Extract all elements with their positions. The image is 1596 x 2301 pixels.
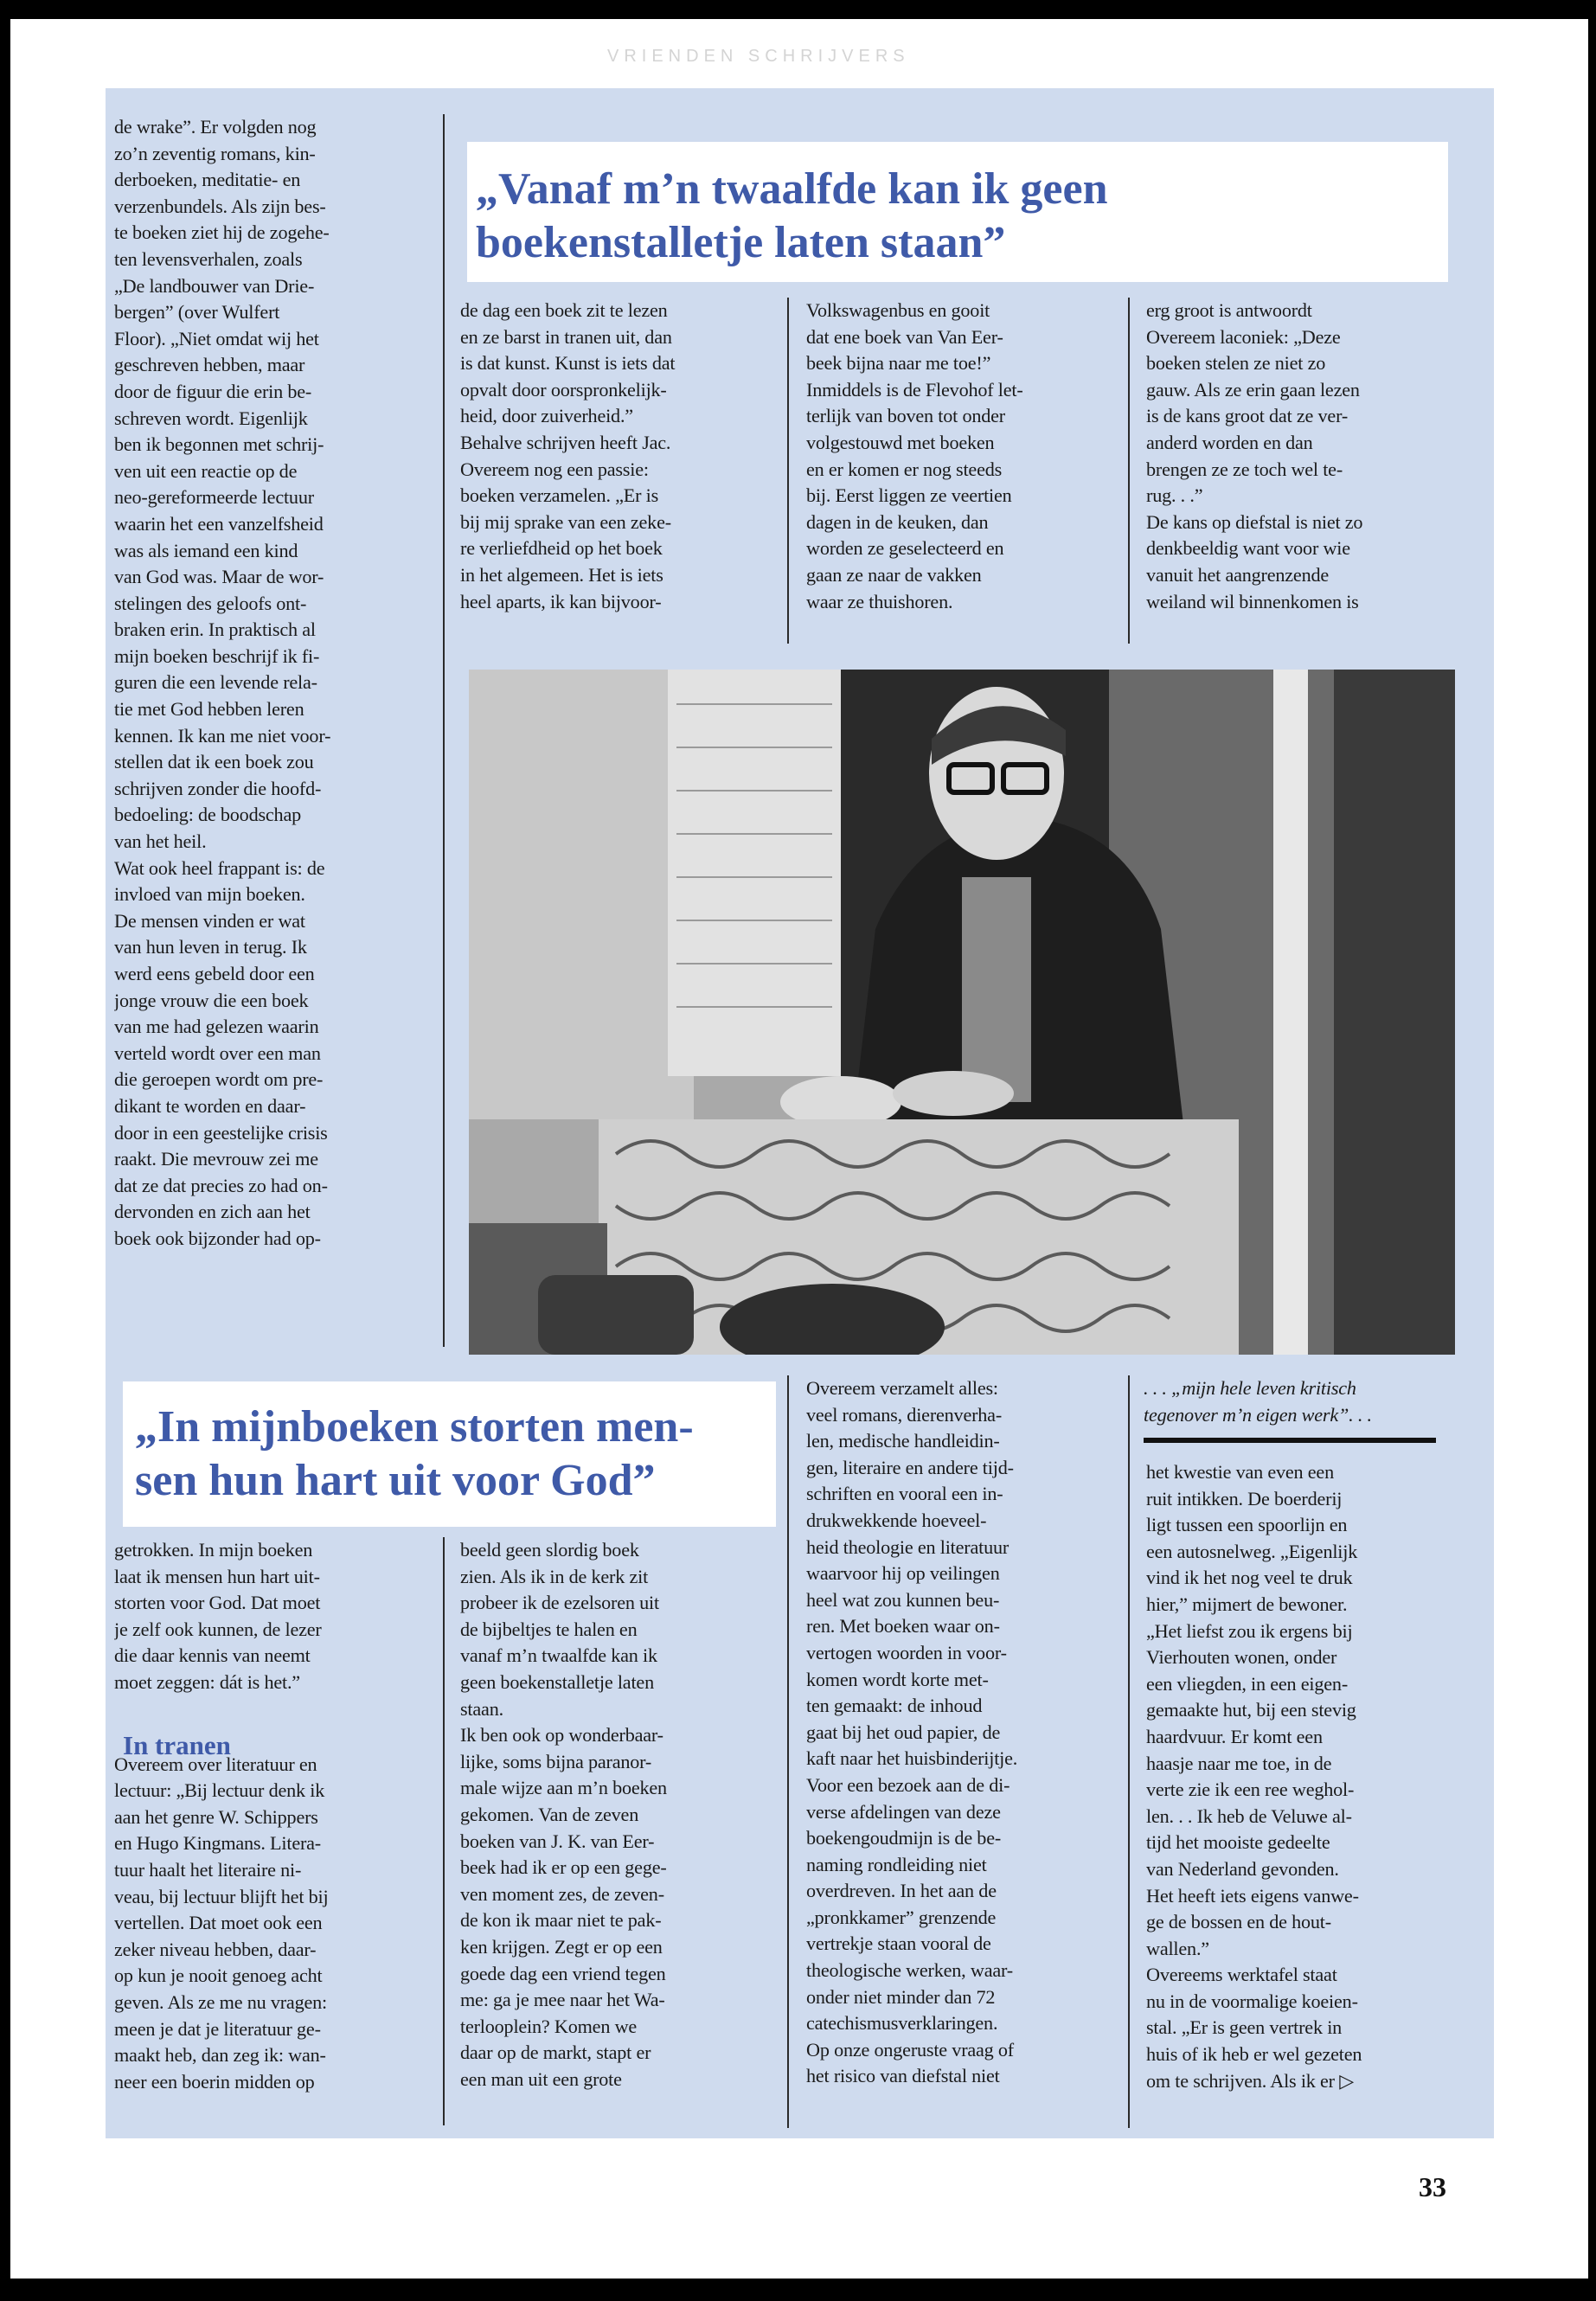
text-line: beek bijna naar me toe!” [806,352,991,375]
photo-illustration [469,670,1455,1355]
author-photo [469,670,1455,1355]
side-quote [1144,1375,1507,1436]
text-line: getrokken. In mijn boeken [114,1539,313,1561]
text-line: die geroepen wordt om pre- [114,1068,324,1091]
text-line: gekomen. Van de zeven [460,1803,639,1825]
text-line: kaft naar het huisbinderijtje. [806,1747,1018,1770]
text-line: tijd het mooiste gedeelte [1146,1831,1330,1854]
column-1-bottom [114,1537,421,2134]
text-line: goede dag een vriend tegen [460,1962,666,1984]
text-line: jonge vrouw die een boek [114,989,309,1011]
text-line: verse afdelingen van deze [806,1800,1001,1823]
text-line: hier,” mijmert de bewoner. [1146,1593,1348,1615]
text-line: wallen.” [1146,1937,1209,1959]
text-line: een man uit een grote [460,2067,622,2090]
text-line: heel wat zou kunnen beu- [806,1588,1000,1611]
text-line: verzenbundels. Als zijn bes- [114,195,326,217]
text-line: vanaf m’n twaalfde kan ik [460,1644,657,1667]
text-line: van hun leven in terug. Ik [114,936,307,958]
text-line: lectuur: „Bij lectuur denk ik [114,1779,325,1802]
text-line: heel aparts, ik kan bijvoor- [460,590,662,612]
text-line: geven. Als ze me nu vragen: [114,1990,327,2013]
text-line: bij. Eerst liggen ze veertien [806,484,1012,507]
text-line: gaan ze naar de vakken [806,563,982,586]
text-line: dagen in de keuken, dan [806,510,989,533]
text-line: ruit intikken. De boerderij [1146,1487,1343,1509]
text-line: gauw. Als ze erin gaan lezen [1146,378,1360,401]
text-line: ken krijgen. Zegt er op een [460,1935,663,1958]
side-quote-line: . . . „mijn hele leven kritisch [1144,1377,1356,1399]
text-line: terlijk van boven tot onder [806,405,1005,427]
pull-quote-middle [123,1381,776,1527]
text-line: braken erin. In praktisch al [114,619,316,641]
text-line: aan het genre W. Schippers [114,1805,318,1828]
text-line: anderd worden en dan [1146,431,1313,453]
text-line: komen wordt korte met- [806,1668,989,1690]
text-line: en Hugo Kingmans. Litera- [114,1832,321,1855]
text-line: tie met God hebben leren [114,698,304,721]
text-line: Ik ben ook op wonderbaar- [460,1724,663,1747]
text-line: stal. „Er is geen vertrek in [1146,2016,1343,2039]
column-3-bottom [806,1375,1113,2137]
text-line: nu in de voormalige koeien- [1146,1990,1358,2012]
text-line: geen boekenstalletje laten [460,1670,654,1693]
pull-quote-line: sen hun hart uit voor God” [135,1456,656,1505]
text-line: zien. Als ik in de kerk zit [460,1565,649,1587]
column-divider [1128,1375,1130,2128]
page-number: 33 [1419,2171,1446,2202]
text-line: huis of ik heb er wel gezeten [1146,2043,1362,2066]
text-line: ben ik begonnen met schrij- [114,433,324,456]
subheading: In tranen [123,1730,231,1760]
text-line: boekengoudmijn is de be- [806,1827,1002,1849]
text-line: storten voor God. Dat moet [114,1592,321,1614]
text-line: het risico van diefstal niet [806,2065,1000,2087]
text-line: het kwestie van even een [1146,1461,1334,1483]
text-line: vertogen woorden in voor- [806,1641,1007,1663]
text-line: onder niet minder dan 72 [806,1985,996,2008]
side-quote-rule [1144,1438,1436,1443]
column-divider [443,114,445,1347]
column-1-bottom-a [114,1537,421,1696]
text-line: gen, literaire en andere tijd- [806,1456,1014,1478]
text-line: stelingen des geloofs ont- [114,592,307,614]
text-line: vind ik het nog veel te druk [1146,1567,1353,1589]
text-line: verteld wordt over een man [114,1042,321,1064]
text-line: vanuit het aangrenzende [1146,563,1330,586]
column-1-top [114,114,421,1343]
column-divider [1128,298,1130,644]
text-line: door in een geestelijke crisis [114,1121,328,1144]
text-line: invloed van mijn boeken. [114,883,305,906]
text-line: is dat kunst. Kunst is iets dat [460,352,676,375]
text-line: overdreven. In het aan de [806,1880,997,1902]
text-line: beek had ik er op een gege- [460,1856,667,1879]
text-line: een vliegden, in een eigen- [1146,1672,1349,1695]
text-line: dat ene boek van Van Eer- [806,325,1003,348]
text-line: De kans op diefstal is niet zo [1146,510,1363,533]
text-line: „Het liefst zou ik ergens bij [1146,1619,1353,1642]
text-line: van me had gelezen waarin [114,1016,319,1038]
pull-quote-middle-text [135,1400,694,1508]
text-line: zeker niveau hebben, daar- [114,1938,317,1960]
text-line: ten gemaakt: de inhoud [806,1695,983,1717]
text-line: Behalve schrijven heeft Jac. [460,431,671,453]
text-line: neo-gereformeerde lectuur [114,486,314,509]
text-line: verte zie ik een ree weghol- [1146,1779,1355,1801]
text-line: van Nederland gevonden. [1146,1857,1339,1880]
text-line: me: ga je mee naar het Wa- [460,1989,665,2011]
text-line: Overeem nog een passie: [460,458,649,480]
text-line: waar ze thuishoren. [806,590,953,612]
pull-quote-line: „In mijnboeken storten men- [135,1402,694,1452]
text-line: probeer ik de ezelsoren uit [460,1592,659,1614]
text-line: veel romans, dierenverha- [806,1403,1003,1426]
text-line: van God was. Maar de wor- [114,566,324,588]
text-line: opvalt door oorspronkelijk- [460,378,667,401]
text-line: haardvuur. Er komt een [1146,1725,1323,1747]
text-line: daar op de markt, stapt er [460,2041,651,2064]
text-line: boek ook bijzonder had op- [114,1227,321,1249]
text-line: dikant te worden en daar- [114,1094,306,1117]
column-divider [787,1375,789,2128]
text-line: worden ze geselecteerd en [806,537,1004,560]
text-line: schreven wordt. Eigenlijk [114,407,308,429]
text-line: waarvoor hij op veilingen [806,1562,1000,1585]
text-line: je zelf ook kunnen, de lezer [114,1618,322,1640]
text-line: bergen” (over Wulfert [114,301,280,324]
text-line: terlooplein? Komen we [460,2015,638,2037]
text-line: de bijbeltjes te halen en [460,1618,638,1640]
text-line: gemaakte hut, bij een stevig [1146,1699,1356,1721]
magazine-page [10,19,1588,2279]
text-line: waarin het een vanzelfsheid [114,512,324,535]
running-header: VRIENDEN SCHRIJVERS [607,47,910,66]
text-line: Volkswagenbus en gooit [806,299,990,321]
text-line: vertellen. Dat moet ook een [114,1912,323,1934]
text-line: maakt heb, dan zeg ik: wan- [114,2044,326,2067]
text-line: ligt tussen een spoorlijn en [1146,1514,1348,1536]
text-line: ven uit een reactie op de [114,459,298,482]
text-line: erg groot is antwoordt [1146,299,1312,321]
text-line: Floor). „Niet omdat wij het [114,327,319,349]
text-line: geschreven hebben, maar [114,354,305,376]
column-3-top [806,298,1113,661]
column-divider [787,298,789,644]
pull-quote-top-text [476,163,1108,270]
text-line: Het heeft iets eigens vanwe- [1146,1884,1359,1907]
text-line: Voor een bezoek aan de di- [806,1773,1010,1796]
text-line: weiland wil binnenkomen is [1146,590,1359,612]
text-line: en er komen er nog steeds [806,458,1003,480]
side-quote-line: tegenover m’n eigen werk”. . . [1144,1403,1372,1426]
text-line: door de figuur die erin be- [114,380,312,402]
text-line: stellen dat ik een boek zou [114,751,314,773]
text-line: boeken stelen ze niet zo [1146,352,1326,375]
text-line: „De landbouwer van Drie- [114,274,315,297]
text-line: van het heil. [114,830,207,853]
column-4-bottom [1146,1459,1475,2143]
text-line: Overeem verzamelt alles: [806,1377,998,1399]
text-line: meen je dat je literatuur ge- [114,2017,321,2040]
column-2-bottom [460,1537,806,2134]
text-line: op kun je nooit genoeg acht [114,1965,323,1987]
column-1-bottom-b [114,1752,421,2096]
column-divider [443,1537,445,2125]
text-line: raakt. Die mevrouw zei me [114,1148,318,1170]
text-line: Overeem over literatuur en [114,1753,317,1775]
text-line: brengen ze ze toch wel te- [1146,458,1343,480]
text-line: ven moment zes, de zeven- [460,1882,664,1905]
text-line: rug. . .” [1146,484,1203,507]
text-line: Wat ook heel frappant is: de [114,856,325,879]
text-line: veau, bij lectuur blijft het bij [114,1885,329,1907]
text-line: len. . . Ik heb de Veluwe al- [1146,1804,1352,1827]
text-line: Overeem laconiek: „Deze [1146,325,1341,348]
text-line: Overeems werktafel staat [1146,1964,1337,1986]
text-line: was als iemand een kind [114,539,298,561]
text-line: neer een boerin midden op [114,2070,315,2093]
pull-quote-line: „Vanaf m’n twaalfde kan ik geen [476,164,1108,214]
text-line: bedoeling: de boodschap [114,804,301,826]
text-line: re verliefdheid op het boek [460,537,663,560]
text-line: heid, door zuiverheid.” [460,405,633,427]
text-line: dervonden en zich aan het [114,1201,311,1223]
text-line: die daar kennis van neemt [114,1644,311,1667]
text-line: Op onze ongeruste vraag of [806,2038,1015,2061]
text-line: male wijze aan m’n boeken [460,1777,667,1799]
text-line: is de kans groot dat ze ver- [1146,405,1349,427]
text-line: de kon ik maar niet te pak- [460,1909,662,1932]
text-line: beeld geen slordig boek [460,1539,639,1561]
text-line: boeken verzamelen. „Er is [460,484,659,507]
text-line: len, medische handleidin- [806,1430,1000,1452]
text-line: mijn boeken beschrijf ik fi- [114,644,320,667]
text-line: denkbeeldig want voor wie [1146,537,1350,560]
text-line: ren. Met boeken waar on- [806,1615,1000,1638]
text-line: catechismusverklaringen. [806,2012,998,2035]
text-line: schrijven zonder die hoofd- [114,777,322,799]
text-line: laat ik mensen hun hart uit- [114,1565,320,1587]
text-line: ge de bossen en de hout- [1146,1911,1331,1933]
text-line: te boeken ziet hij de zogehe- [114,221,330,244]
text-line: schriften en vooral een in- [806,1483,1003,1505]
text-line: Inmiddels is de Flevohof let- [806,378,1023,401]
text-line: de dag een boek zit te lezen [460,299,668,321]
text-line: lijke, soms bijna paranor- [460,1750,652,1772]
text-line: De mensen vinden er wat [114,909,305,932]
text-line: om te schrijven. Als ik er ▷ [1146,2069,1355,2092]
text-line: kennen. Ik kan me niet voor- [114,724,331,747]
text-line: heid theologie en literatuur [806,1535,1010,1558]
text-line: Vierhouten wonen, onder [1146,1646,1337,1669]
text-line: bij mij sprake van een zeke- [460,510,671,533]
pull-quote-top [467,142,1448,282]
text-line: vertrekje staan vooral de [806,1932,991,1955]
text-line: in het algemeen. Het is iets [460,563,663,586]
text-line: een autosnelweg. „Eigenlijk [1146,1540,1358,1562]
text-line: dat ze dat precies zo had on- [114,1174,328,1196]
text-line: boeken van J. K. van Eer- [460,1830,655,1852]
text-line: zo’n zeventig romans, kin- [114,142,316,164]
text-line: derboeken, meditatie- en [114,169,301,191]
text-line: haasje naar me toe, in de [1146,1752,1332,1774]
text-line: tuur haalt het literaire ni- [114,1858,302,1881]
text-line: moet zeggen: dát is het.” [114,1670,300,1693]
text-line: gaat bij het oud papier, de [806,1721,1001,1743]
text-line: staan. [460,1697,503,1720]
pull-quote-line: boekenstalletje laten staan” [476,218,1006,267]
text-line: ten levensverhalen, zoals [114,247,303,270]
text-line: guren die een levende rela- [114,671,317,694]
text-line: volgestouwd met boeken [806,431,995,453]
text-line: en ze barst in tranen uit, dan [460,325,672,348]
text-line: de wrake”. Er volgden nog [114,116,317,138]
text-line: theologische werken, waar- [806,1959,1013,1982]
text-line: naming rondleiding niet [806,1853,987,1875]
text-line: drukwekkende hoeveel- [806,1509,987,1531]
text-line: werd eens gebeld door een [114,963,315,984]
column-2-top [460,298,806,661]
column-4-top [1146,298,1466,661]
text-line: „pronkkamer” grenzende [806,1906,997,1928]
